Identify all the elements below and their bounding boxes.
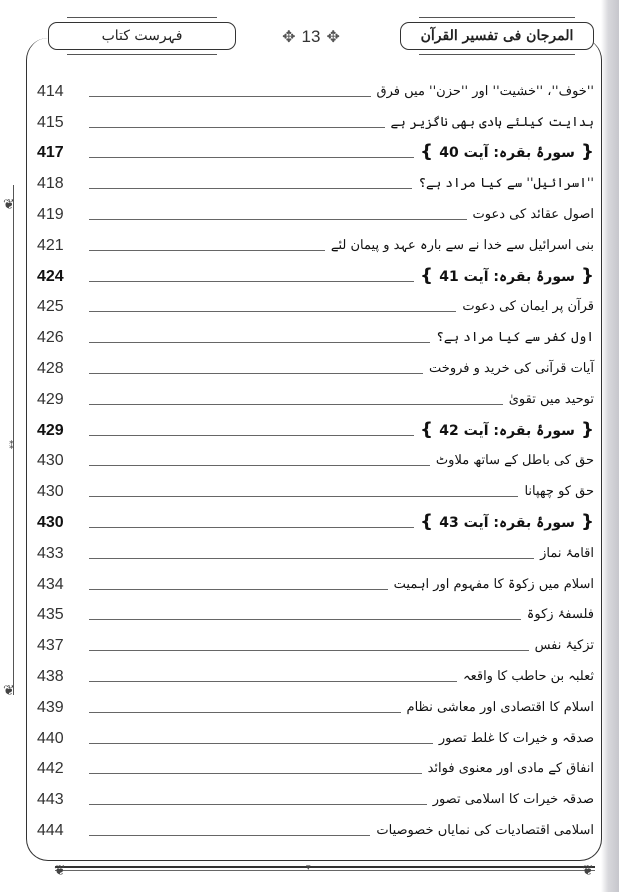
dot-leader [89, 680, 457, 682]
toc-page-number: 438 [37, 667, 64, 685]
dot-leader [89, 834, 370, 836]
toc-entry-title: توحید میں تقویٰ [508, 391, 594, 407]
toc-page-number: 442 [37, 760, 64, 778]
dot-leader [89, 464, 430, 466]
toc-page-number: 430 [37, 452, 64, 470]
toc-page-number: 414 [37, 82, 64, 100]
left-border-rule [13, 185, 14, 695]
toc-entry[interactable] [36, 718, 596, 749]
dot-leader [89, 772, 422, 774]
toc-page-number: 421 [37, 236, 64, 254]
toc-entry[interactable] [36, 194, 596, 225]
section-title: فہرست کتاب [48, 22, 236, 50]
toc-page-number: 417 [37, 144, 64, 162]
toc-page-number: 439 [37, 698, 64, 716]
toc-entry[interactable] [36, 656, 596, 687]
dot-leader [89, 95, 371, 97]
toc-entry-title: ''اسرائیل'' سے کیا مراد ہے؟ [418, 176, 594, 192]
dot-leader [89, 526, 414, 528]
toc-entry[interactable] [36, 625, 596, 656]
brace-close: } [420, 510, 440, 532]
page-edge-shadow [601, 0, 619, 892]
heading-text: سورۂ بقرہ: آیت 43 [439, 514, 575, 531]
knot-ornament-icon: ✥ [282, 29, 296, 46]
toc-entry-title: انفاق کے مادی اور معنوی فوائد [427, 761, 594, 777]
toc-entry[interactable] [36, 564, 596, 595]
toc-entry[interactable] [36, 71, 596, 102]
toc-page-number: 443 [37, 791, 64, 809]
brace-open: { [574, 418, 594, 440]
dot-leader [89, 249, 325, 251]
toc-entry[interactable] [36, 687, 596, 718]
dot-leader [89, 495, 518, 497]
heading-text: سورۂ بقرہ: آیت 42 [439, 422, 575, 439]
bottom-rule [55, 866, 595, 868]
dot-leader [89, 588, 388, 590]
dot-leader [89, 649, 529, 651]
toc-page-number: 444 [37, 821, 64, 839]
brace-close: } [420, 141, 440, 163]
brace-open: { [574, 510, 594, 532]
toc-page-number: 430 [37, 483, 64, 501]
dot-leader [89, 218, 467, 220]
toc-entry-title: حق کو چھپانا [524, 484, 594, 500]
toc-entry[interactable] [36, 163, 596, 194]
book-title: المرجان فی تفسیر القرآن [400, 22, 594, 50]
toc-page-number: 434 [37, 575, 64, 593]
toc-entry-title [420, 420, 596, 441]
toc-entry-title: اسلامی اقتصادیات کی نمایاں خصوصیات [376, 822, 594, 838]
toc-entry-title: اصول عقائد کی دعوت [472, 206, 594, 222]
toc-section-heading[interactable] [36, 256, 596, 287]
toc-page-number: 435 [37, 606, 64, 624]
toc-entry-title: اول کفر سے کیا مراد ہے؟ [436, 330, 594, 346]
toc-entry[interactable] [36, 102, 596, 133]
dot-leader [89, 403, 503, 405]
toc-page-number: 415 [37, 113, 64, 131]
heading-text: سورۂ بقرہ: آیت 40 [439, 145, 575, 162]
brace-close: } [420, 264, 440, 286]
dot-leader [89, 557, 534, 559]
toc-entry-title: حق کی باطل کے ساتھ ملاوٹ [435, 453, 594, 469]
toc-entry-title [420, 142, 596, 163]
dot-leader [89, 310, 456, 312]
toc-entry-title: فلسفۂ زکوۃ [526, 607, 594, 623]
toc-entry-title: ہدایت کیلئے ہادی بھی ناگزیر ہے [390, 114, 594, 130]
toc-section-heading[interactable] [36, 410, 596, 441]
dot-leader [89, 742, 433, 744]
toc-entry[interactable] [36, 317, 596, 348]
toc-entry[interactable] [36, 533, 596, 564]
toc-entry-title [420, 266, 596, 287]
toc-page-number: 426 [37, 329, 64, 347]
toc-entry-title: اقامۂ نماز [540, 545, 594, 561]
toc-page-number: 419 [37, 205, 64, 223]
page-number-block [266, 26, 356, 48]
brace-close: } [420, 418, 440, 440]
toc-entry[interactable] [36, 595, 596, 626]
toc-page-number: 429 [37, 421, 64, 439]
toc-page-number: 433 [37, 544, 64, 562]
toc-entry-title [420, 512, 596, 533]
toc-page-number: 440 [37, 729, 64, 747]
toc-entry[interactable] [36, 810, 596, 841]
toc-entry-title: ثعلبہ بن حاطب کا واقعہ [462, 668, 594, 684]
toc-entry-title: بنی اسرائیل سے خدا نے سے بارہ عہد و پیمان لئے [330, 237, 594, 253]
toc-entry[interactable] [36, 348, 596, 379]
toc-entry-title: صدقہ خیرات کا اسلامی تصور [432, 792, 594, 808]
dot-leader [89, 341, 430, 343]
toc-entry[interactable] [36, 471, 596, 502]
toc-page-number: 425 [37, 298, 64, 316]
brace-open: { [574, 141, 594, 163]
toc-entry[interactable] [36, 749, 596, 780]
toc-page-number: 429 [37, 390, 64, 408]
flourish-icon: ❦ [54, 863, 66, 879]
dot-leader [89, 618, 521, 620]
brace-open: { [574, 264, 594, 286]
dot-leader [89, 187, 412, 189]
toc-page-number: 418 [37, 175, 64, 193]
toc-page-number: 428 [37, 359, 64, 377]
heading-text: سورۂ بقرہ: آیت 41 [439, 268, 575, 285]
toc-page-number: 424 [37, 267, 64, 285]
toc-page-number: 430 [37, 513, 64, 531]
toc-page-number: 437 [37, 637, 64, 655]
flourish-icon: ❦ [582, 863, 594, 879]
toc-entry-title: ''خوف''، ''خشیت'' اور ''حزن'' میں فرق [376, 83, 594, 99]
flourish-icon: ❦ [3, 197, 15, 213]
toc-entry[interactable] [36, 225, 596, 256]
bottom-rule-inner [55, 870, 595, 871]
toc-entry-title: تزکیۂ نفس [534, 638, 594, 654]
toc-entry-title: اسلام میں زکوۃ کا مفہوم اور اہمیت [393, 576, 594, 592]
toc-section-heading[interactable] [36, 502, 596, 533]
toc-entry[interactable] [36, 287, 596, 318]
dot-leader [89, 280, 414, 282]
toc-entry[interactable] [36, 379, 596, 410]
flourish-icon: ❦ [3, 683, 15, 699]
dot-leader [89, 126, 385, 128]
toc-entry-title: آیات قرآنی کی خرید و فروخت [429, 360, 594, 376]
center-ornament-icon: ▾ [306, 863, 311, 873]
dot-leader [89, 372, 423, 374]
dot-leader [89, 434, 414, 436]
toc-entry-title: اسلام کا اقتصادی اور معاشی نظام [406, 699, 594, 715]
dot-leader [89, 803, 427, 805]
table-of-contents [36, 71, 596, 841]
knot-ornament-icon: ✥ [326, 29, 340, 46]
toc-entry[interactable] [36, 779, 596, 810]
toc-entry-title: صدقہ و خیرات کا غلط تصور [438, 730, 594, 746]
divider-ornament-icon: ⁑ [9, 441, 14, 452]
dot-leader [89, 156, 414, 158]
page-number: 13 [301, 27, 321, 46]
toc-entry-title: قرآن پر ایمان کی دعوت [462, 299, 594, 315]
toc-section-heading[interactable] [36, 133, 596, 164]
dot-leader [89, 711, 401, 713]
toc-entry[interactable] [36, 441, 596, 472]
